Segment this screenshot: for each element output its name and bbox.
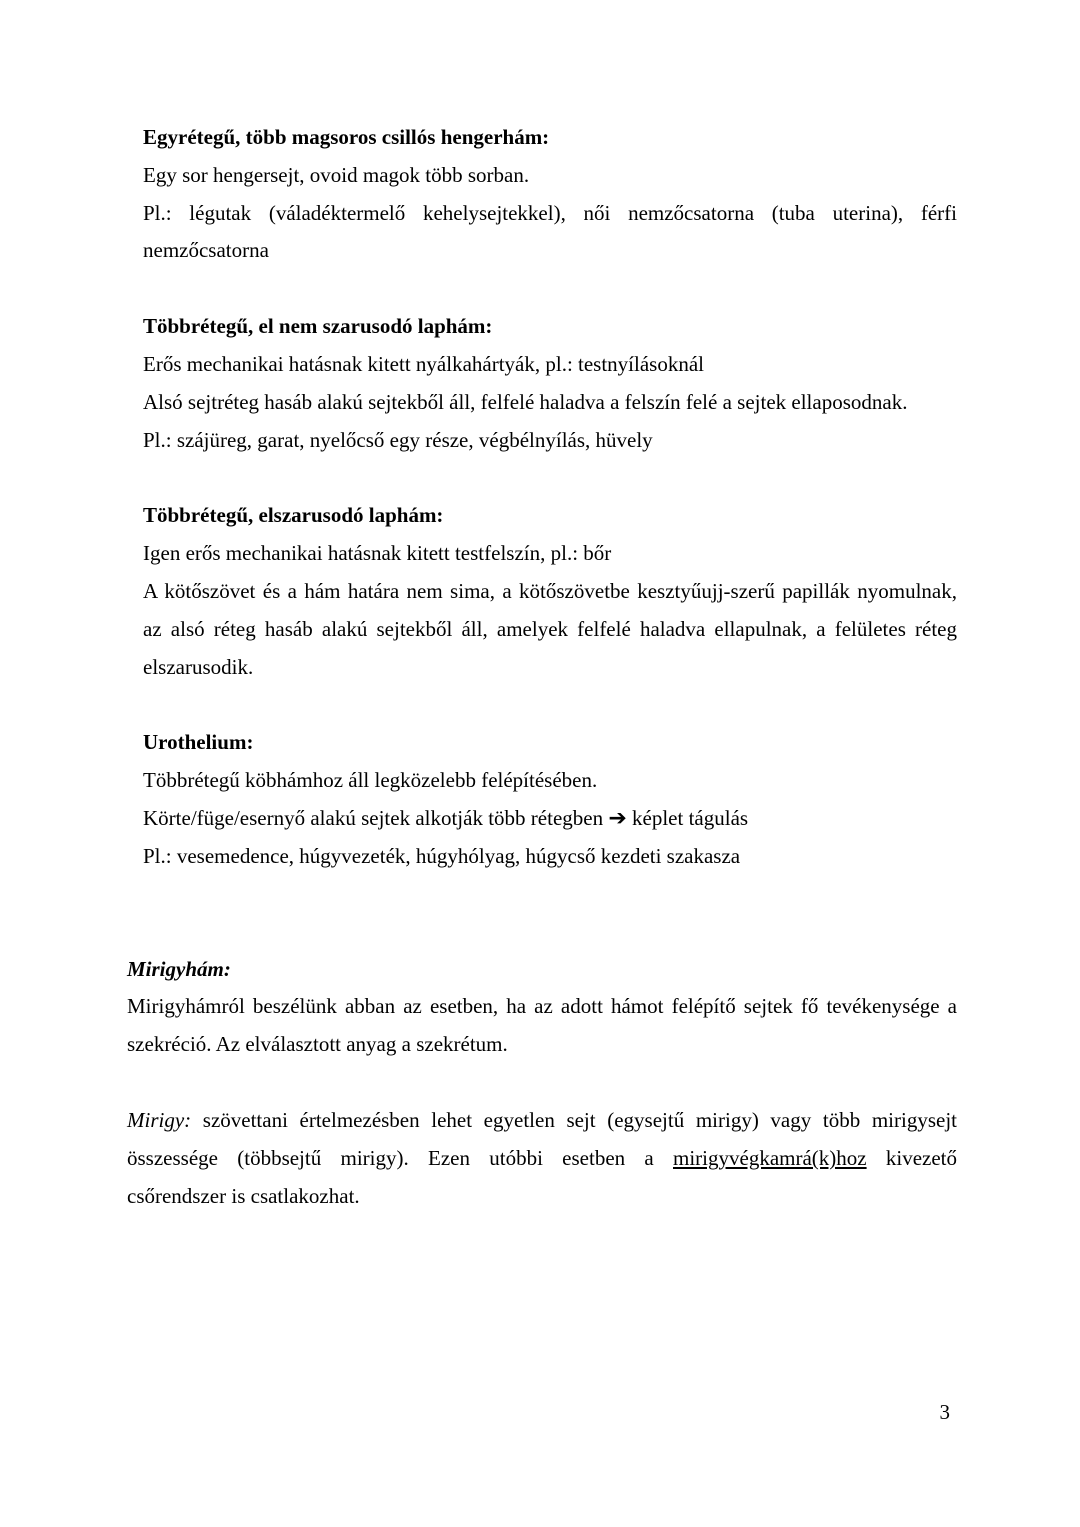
- section-tobbretegu-elszarusodo-lapham: [127, 497, 957, 686]
- section-egyretegu-csillos-hengerham: [127, 119, 957, 270]
- text-line: Többrétegű köbhámhoz áll legközelebb felépítésében.: [143, 768, 598, 793]
- text-segment: összessége (többsejtű mirigy). Ezen utóbbi esetben a: [127, 1145, 673, 1170]
- section-heading: Többrétegű, el nem szarusodó laphám:: [143, 314, 493, 339]
- text-segment: kivezető: [866, 1145, 957, 1170]
- section-urothelium: [127, 724, 957, 875]
- document-body: [127, 119, 957, 1253]
- text-line-with-italic-lead: [127, 1102, 957, 1140]
- section-heading: Egyrétegű, több magsoros csillós hengerhám:: [143, 125, 550, 149]
- text-line-with-underline: [127, 1140, 957, 1178]
- section-tobbretegu-el-nem-szarusodo-lapham: [127, 308, 957, 459]
- page-number: 3: [939, 1400, 950, 1425]
- text-line: Igen erős mechanikai hatásnak kitett testfelszín, pl.: bőr: [143, 541, 612, 566]
- text-line: Pl.: légutak (váladéktermelő kehelysejtekkel), női nemzőcsatorna (tuba uterina), férfi: [143, 200, 957, 225]
- text-line: Mirigyhámról beszélünk abban az esetben, ha az adott hámot felépítő sejtek fő tevékenysége a: [127, 994, 957, 1019]
- section-mirigyham: [127, 951, 957, 1064]
- arrow-line-after-text: képlet tágulás: [626, 805, 749, 830]
- underlined-term: mirigyvégkamrá(k)hoz: [673, 1145, 867, 1170]
- section-heading: Többrétegű, elszarusodó laphám:: [143, 503, 444, 528]
- text-line: az alsó réteg hasáb alakú sejtekből áll, amelyek felfelé haladva ellapulnak, a felületes réteg: [143, 616, 957, 641]
- text-line-with-arrow: [143, 800, 957, 838]
- text-segment: szövettani értelmezésben lehet egyetlen sejt (egysejtű mirigy) vagy több mirigysejt: [191, 1107, 957, 1132]
- section-heading: Urothelium:: [143, 730, 254, 755]
- text-line: A kötőszövet és a hám határa nem sima, a kötőszövetbe kesztyűujj-szerű papillák nyomulnak,: [143, 578, 957, 603]
- text-line: csőrendszer is csatlakozhat.: [127, 1183, 360, 1208]
- text-line: Pl.: vesemedence, húgyvezeték, húgyhólyag, húgycső kezdeti szakasza: [143, 843, 741, 868]
- section-heading: Mirigyhám:: [127, 956, 231, 981]
- text-line: Pl.: szájüreg, garat, nyelőcső egy része, végbélnyílás, hüvely: [143, 427, 653, 452]
- arrow-line-before-text: Körte/füge/esernyő alakú sejtek alkotják több rétegben: [143, 805, 609, 830]
- right-arrow-icon: ➔: [608, 805, 627, 831]
- text-line: Alsó sejtréteg hasáb alakú sejtekből áll, felfelé haladva a felszín felé a sejtek ellaposodnak.: [143, 389, 908, 414]
- text-line: szekréció. Az elválasztott anyag a szekrétum.: [127, 1032, 508, 1057]
- italic-term: Mirigy:: [127, 1107, 192, 1132]
- text-line: nemzőcsatorna: [143, 238, 269, 263]
- text-line: elszarusodik.: [143, 654, 254, 679]
- text-line: Erős mechanikai hatásnak kitett nyálkahártyák, pl.: testnyílásoknál: [143, 351, 705, 376]
- text-line: Egy sor hengersejt, ovoid magok több sorban.: [143, 162, 530, 187]
- section-mirigy-definition: [127, 1102, 957, 1215]
